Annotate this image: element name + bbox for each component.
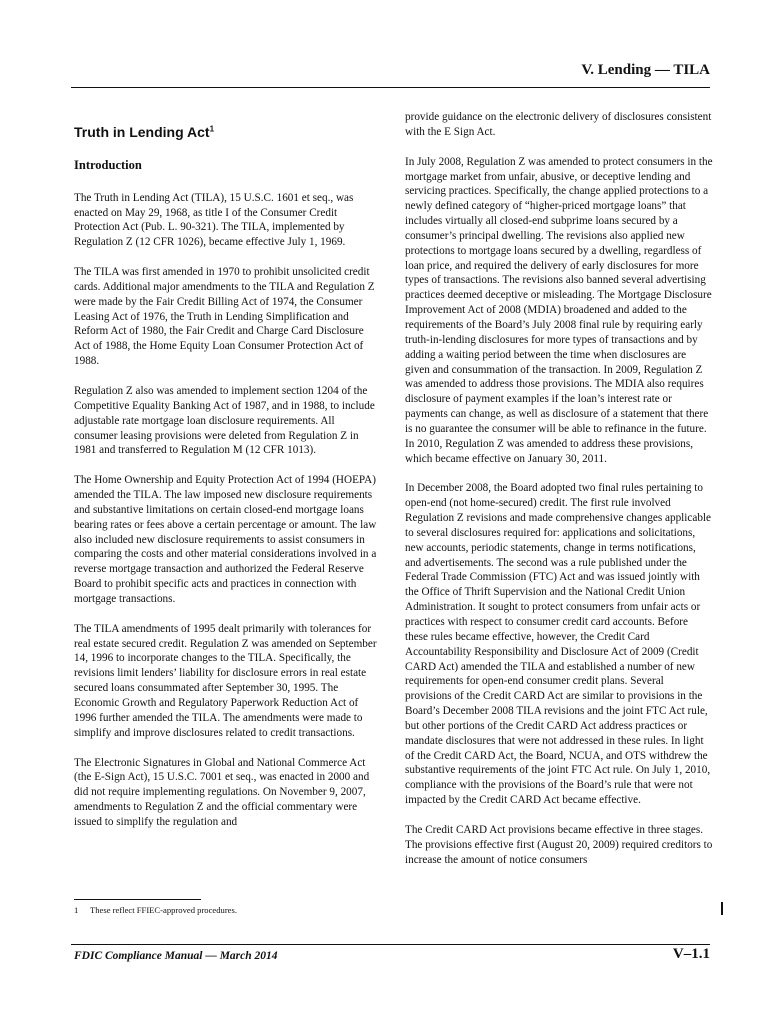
footnote xyxy=(74,905,237,916)
footnote-text: These reflect FFIEC-approved procedures. xyxy=(90,905,237,915)
header-rule xyxy=(71,87,710,88)
running-head: V. Lending — TILA xyxy=(581,62,710,78)
paragraph: The Credit CARD Act provisions became effective in three stages. The provisions effective first (August 20, 2009) required creditors to increase the amount of notice consumers xyxy=(405,823,713,866)
footnote-number: 1 xyxy=(74,905,79,915)
left-column xyxy=(74,118,380,845)
footnote-reference[interactable]: 1 xyxy=(209,124,215,134)
paragraph: The Home Ownership and Equity Protection Act of 1994 (HOEPA) amended the TILA. The law imposed new disclosure requirements and substantive limitations on certain closed-end mortgage loans bearing rates or fees above a certain percentage or amount. The law also included new disclosure requirements to assist consumers in comparing the costs and other material considerations involved in a reverse mortgage transaction and authorized the Federal Reserve Board to prohibit specific acts and practices in connection with mortgage transactions. xyxy=(74,474,377,605)
document-title xyxy=(74,125,380,140)
document-title-text: Truth in Lending Act xyxy=(74,124,210,140)
footer-manual-title: FDIC Compliance Manual — March 2014 xyxy=(74,950,278,962)
paragraph: In July 2008, Regulation Z was amended to protect consumers in the mortgage market from unfair, abusive, or deceptive lending and servicing practices. Specifically, the change applied protections to a newly defined category of “higher-priced mortgage loans” that includes virtually all closed-end subprime loans secured by a consumer’s principal dwelling. The revisions also applied new protections to mortgage loans secured by a dwelling, regardless of loan price, and required the delivery of early disclosures for more types of transactions. The revisions also banned several advertising practices deemed deceptive or misleading. The Mortgage Disclosure Improvement Act of 2008 (MDIA) broadened and added to the requirements of the Board’s July 2008 final rule by requiring early truth-in-lending disclosures for more types of transactions and by adding a waiting period between the time when disclosures are given and consummation of the transaction. In 2009, Regulation Z was amended to address those provisions. The MDIA also requires disclosure of payment examples if the loan’s interest rate or payments can change, as well as disclosure of a statement that there is no guarantee the consumer will be able to refinance in the future. In 2010, Regulation Z was amended to address these provisions, which became effective on January 30, 2011. xyxy=(405,155,713,465)
paragraph: The TILA was first amended in 1970 to prohibit unsolicited credit cards. Additional major amendments to the TILA and Regulation Z were made by the Fair Credit Billing Act of 1974, the Consumer Leasing Act of 1976, the Truth in Lending Simplification and Reform Act of 1980, the Fair Credit and Charge Card Disclosure Act of 1988, the Home Equity Loan Consumer Protection Act of 1988. xyxy=(74,266,375,368)
revision-change-bar xyxy=(721,902,723,915)
footnote-rule xyxy=(74,899,201,900)
right-column xyxy=(405,110,713,883)
paragraph: The TILA amendments of 1995 dealt primarily with tolerances for real estate secured credit. Regulation Z was amended on September 14, 1996 to incorporate changes to the TILA. Specifically, the revisions limit lenders’ liability for disclosure errors in real estate secured loans consummated after September 30, 1995. The Economic Growth and Regulatory Paperwork Reduction Act of 1996 further amended the TILA. The amendments were made to simplify and improve disclosures related to credit transactions. xyxy=(74,622,377,739)
paragraph: provide guidance on the electronic delivery of disclosures consistent with the E Sign Act. xyxy=(405,111,712,138)
paragraph: The Electronic Signatures in Global and National Commerce Act (the E-Sign Act), 15 U.S.C. 7001 et seq., was enacted in 2000 and did not require implementing regulations. On November 9, 2007, amendments to Regulation Z and the official commentary were issued to simplify the regulation and xyxy=(74,756,370,828)
paragraph: Regulation Z also was amended to implement section 1204 of the Competitive Equality Banking Act of 1987, and in 1988, to include adjustable rate mortgage loan disclosure requirements. All consumer leasing provisions were deleted from Regulation Z in 1981 and transferred to Regulation M (12 CFR 1013). xyxy=(74,384,375,457)
footer-rule xyxy=(71,944,710,945)
section-heading: Introduction xyxy=(74,157,142,172)
page-number: V–1.1 xyxy=(672,946,710,962)
paragraph: In December 2008, the Board adopted two final rules pertaining to open-end (not home-secured) credit. The first rule involved Regulation Z revisions and made comprehensive changes applicable to several disclosures required for: applications and solicitations, new accounts, periodic statements, change in terms notifications, and advertisements. The second was a rule published under the Federal Trade Commission (FTC) Act and was issued jointly with the Office of Thrift Supervision and the National Credit Union Administration. It sought to protect consumers from unfair acts or practices with respect to consumer credit card accounts. Before these rules became effective, however, the Credit Card Accountability Responsibility and Disclosure Act of 2009 (Credit CARD Act) amended the TILA and established a number of new requirements for open-end consumer credit plans. Several provisions of the Credit CARD Act are similar to provisions in the Board’s December 2008 TILA revisions and the joint FTC Act rule, but other portions of the Credit CARD Act address practices or mandate disclosures that were not addressed in these rules. In light of the Credit CARD Act, the Board, NCUA, and OTS withdrew the substantive requirements of the joint FTC Act rule. On July 1, 2010, compliance with the provisions of the Board’s rule that were not impacted by the Credit CARD Act became effective. xyxy=(405,482,712,807)
paragraph: The Truth in Lending Act (TILA), 15 U.S.C. 1601 et seq., was enacted on May 29, 1968, as title I of the Consumer Credit Protection Act (Pub. L. 90-321). The TILA, implemented by Regulation Z (12 CFR 1026), became effective July 1, 1969. xyxy=(74,191,354,249)
